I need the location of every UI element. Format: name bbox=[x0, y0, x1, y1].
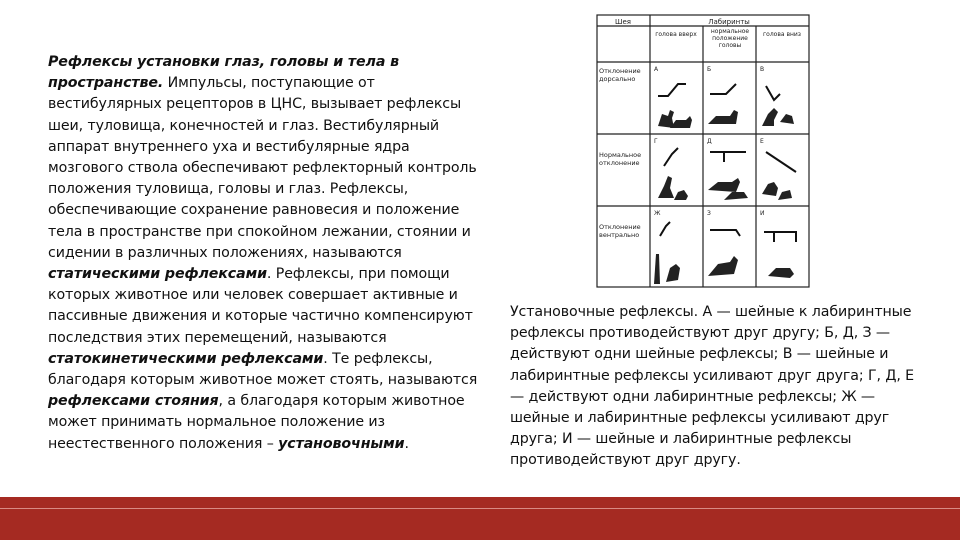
animal-cat-a bbox=[658, 110, 674, 128]
header-neck: Шея bbox=[614, 18, 632, 26]
cell-letter-g: Г bbox=[654, 138, 658, 145]
footer-bar bbox=[0, 497, 960, 540]
cell-letter-a: А bbox=[654, 66, 659, 73]
subheader-normal-wrap bbox=[704, 28, 756, 62]
heading-reflexes: Рефлексы установки глаз, головы и тела в пространстве. bbox=[48, 54, 400, 92]
posture-lines bbox=[658, 84, 796, 242]
animal-cat-e2 bbox=[778, 190, 792, 200]
animal-cat-a2 bbox=[670, 116, 692, 128]
subheader-up: голова вверх bbox=[655, 31, 697, 38]
paragraph-text-1: Импульсы, поступающие от вестибулярных рецепторов в ЦНС, вызывает рефлексы шеи, туловища, конечностей и глаз. Вестибулярный аппарат внутреннего уха и вестибулярные ядра мозгового ствола обеспечивают рефлекторный контроль положения туловища, головы и глаз. Рефлексы, обеспечивающие сохранение равновесия и положение тела в пространстве при спокойном лежании, стоянии и сидении в различных положениях, называются bbox=[48, 75, 477, 261]
paragraph-text-2: . Рефлексы, при помощи которых животное или человек совершает активные и пассивные движения и которые частично компенсируют последствия этих перемещений, называются bbox=[48, 266, 473, 346]
subheader-normal: нормальное положение головы bbox=[710, 28, 750, 49]
row-label-ventral: Отклонение вентрально bbox=[599, 224, 641, 239]
reflex-figure bbox=[596, 14, 810, 288]
row-label-3-wrap bbox=[599, 224, 649, 254]
cell-letter-zh: Ж bbox=[654, 210, 661, 217]
animal-cat-v bbox=[762, 108, 778, 126]
animal-cat-e bbox=[762, 182, 778, 196]
animal-dog-z bbox=[708, 256, 738, 276]
footer-line bbox=[0, 508, 960, 509]
animal-cat-g bbox=[658, 176, 674, 198]
main-paragraph bbox=[48, 52, 478, 455]
animal-cat-zh bbox=[666, 264, 680, 282]
term-righting-reflexes: установочными bbox=[278, 435, 405, 452]
term-static-reflexes: статическими рефлексами bbox=[48, 266, 267, 283]
cell-letter-v: В bbox=[760, 66, 765, 73]
paragraph-text-3: . Те рефлексы, благодаря которым животное может стоять, называются bbox=[48, 350, 478, 389]
animal-cat-d2 bbox=[724, 192, 748, 200]
animal-human-zh bbox=[654, 254, 660, 284]
reflex-table-svg bbox=[596, 14, 810, 288]
term-standing-reflexes: рефлексами стояния bbox=[48, 393, 219, 410]
animal-cat-i bbox=[768, 268, 794, 278]
paragraph-text-4: , а благодаря которым животное может принимать нормальное положение из неестественного положения – bbox=[48, 393, 465, 452]
subheader-down: голова вниз bbox=[763, 31, 801, 38]
animal-cat-g2 bbox=[674, 190, 688, 200]
header-labyrinth: Лабиринты bbox=[708, 18, 750, 26]
animal-dog-b bbox=[708, 110, 738, 124]
row-label-1-wrap bbox=[599, 68, 649, 98]
animal-cat-v2 bbox=[780, 114, 794, 124]
cell-letter-i: И bbox=[760, 210, 765, 217]
row-label-dorsal: Отклонение дорсально bbox=[599, 68, 641, 83]
cell-letter-b: Б bbox=[707, 66, 712, 73]
figure-caption: Установочные рефлексы. А — шейные к лабиринтные рефлексы противодействуют друг другу; Б, Д, З — действуют одни шейные рефлексы; В — шейные и лабиринтные рефлексы усиливают друг друга; Г, Д, Е — действуют одни лабиринтные рефлексы; Ж — шейные и лабиринтные рефлексы усиливают друг друга; И — шейные и лабиринтные рефлексы противодействуют друг другу. bbox=[510, 304, 914, 469]
cell-letter-d: Д bbox=[707, 138, 712, 145]
animal-cat-d bbox=[708, 178, 740, 192]
paragraph-end: . bbox=[404, 435, 409, 452]
cell-letter-e: Е bbox=[760, 138, 764, 145]
cell-letter-z: З bbox=[707, 210, 711, 217]
term-statokinetic-reflexes: статокинетическими рефлексами bbox=[48, 350, 324, 367]
row-label-normal: Нормальное отклонение bbox=[599, 152, 642, 167]
row-label-2-wrap bbox=[599, 152, 649, 182]
